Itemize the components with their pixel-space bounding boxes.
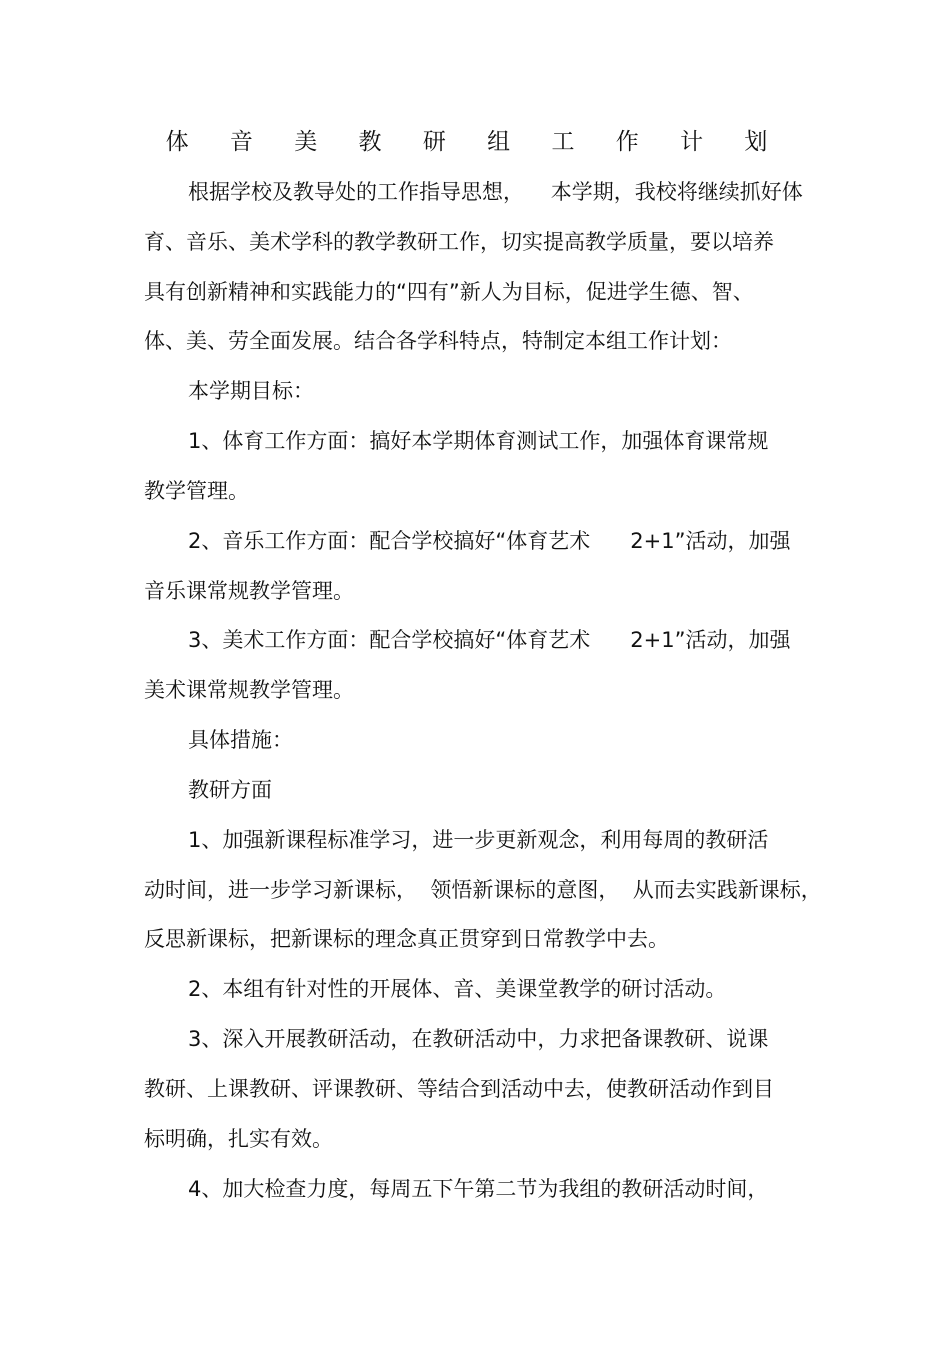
section-heading: 教研方面 <box>188 778 272 802</box>
text-line: 美术课常规教学管理。 <box>144 678 354 702</box>
section-heading: 具体措施： <box>188 728 293 752</box>
text-line: 体、美、劳全面发展。结合各学科特点，特制定本组工作计划： <box>144 329 732 353</box>
text-line: 育、音乐、美术学科的教学教研工作，切实提高教学质量，要以培养 <box>144 230 774 254</box>
text-line: 反思新课标，把新课标的理念真正贯穿到日常教学中去。 <box>144 927 669 951</box>
text-line: 3、美术工作方面：配合学校搞好“体育艺术 2+1”活动，加强 <box>188 628 791 652</box>
text-line: 动时间，进一步学习新课标， 领悟新课标的意图， 从而去实践新课标， <box>144 878 822 902</box>
text-line: 教学管理。 <box>144 479 249 503</box>
text-line: 具有创新精神和实践能力的“四有”新人为目标，促进学生德、智、 <box>144 280 754 304</box>
text-line: 1、加强新课程标准学习，进一步更新观念，利用每周的教研活 <box>188 828 769 852</box>
text-line: 标明确，扎实有效。 <box>144 1127 333 1151</box>
text-line: 根据学校及教导处的工作指导思想， 本学期，我校将继续抓好体 <box>188 180 803 204</box>
document-title: 体 音 美 教 研 组 工 作 计 划 <box>165 129 785 155</box>
text-line: 1、体育工作方面：搞好本学期体育测试工作，加强体育课常规 <box>188 429 769 453</box>
text-line: 2、本组有针对性的开展体、音、美课堂教学的研讨活动。 <box>188 977 727 1001</box>
text-line: 音乐课常规教学管理。 <box>144 579 354 603</box>
section-heading: 本学期目标： <box>188 379 314 403</box>
text-line: 4、加大检查力度，每周五下午第二节为我组的教研活动时间， <box>188 1177 769 1201</box>
text-line: 教研、上课教研、评课教研、等结合到活动中去，使教研活动作到目 <box>144 1077 774 1101</box>
text-line: 3、深入开展教研活动，在教研活动中，力求把备课教研、说课 <box>188 1027 769 1051</box>
text-line: 2、音乐工作方面：配合学校搞好“体育艺术 2+1”活动，加强 <box>188 529 791 553</box>
